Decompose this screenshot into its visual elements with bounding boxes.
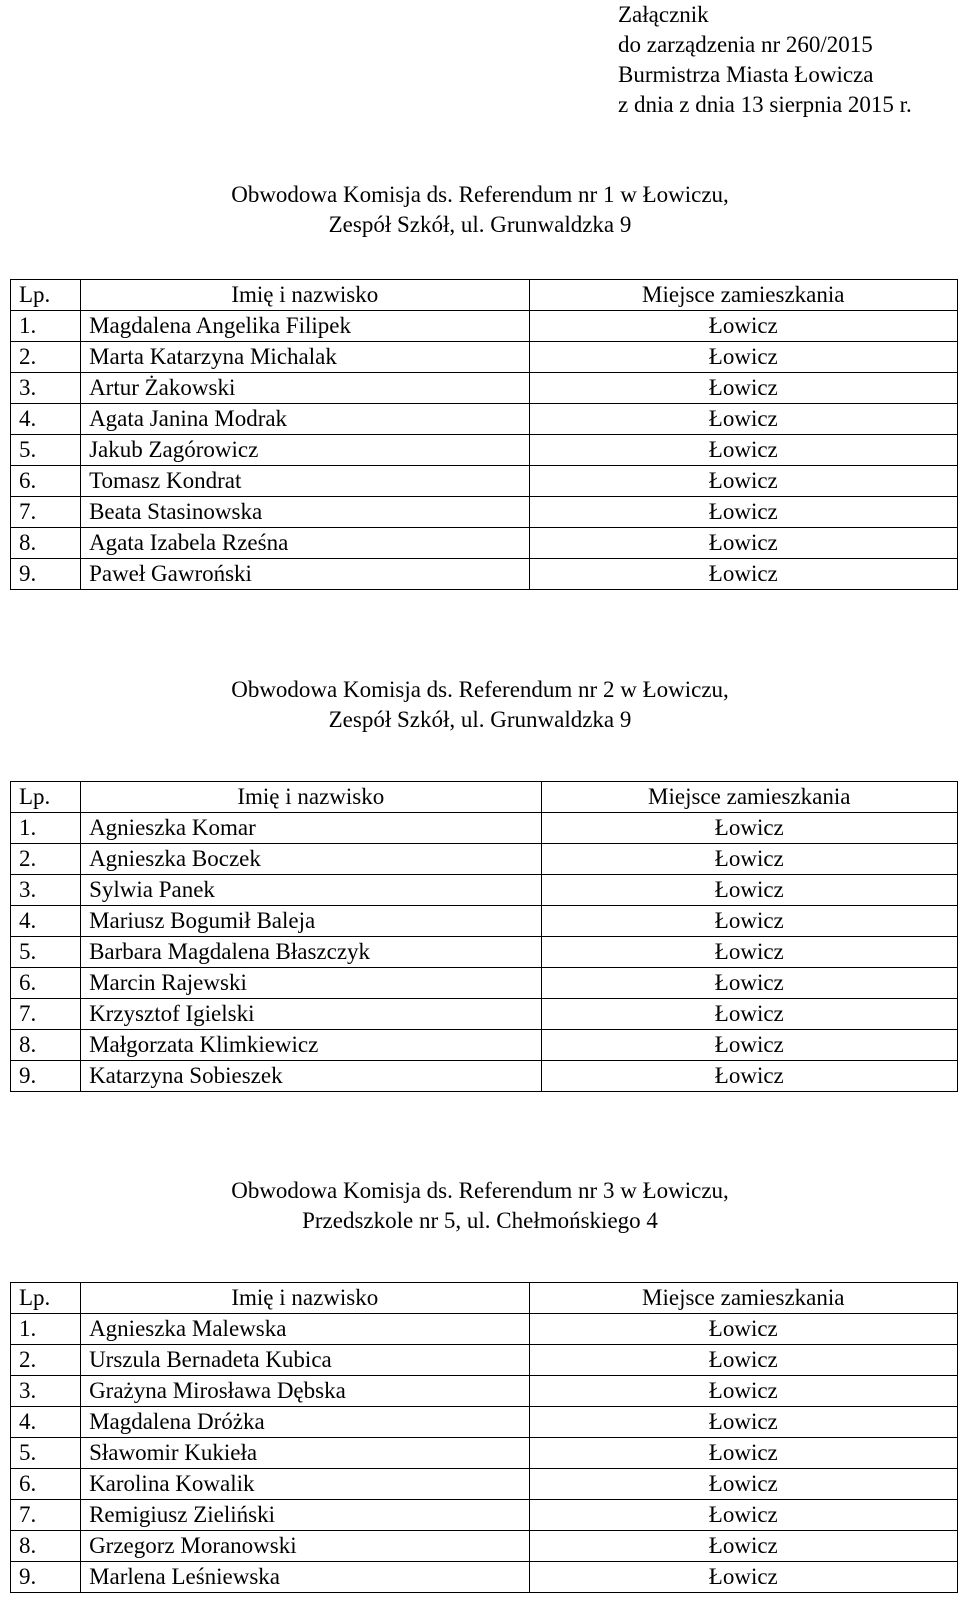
row-number: 1. <box>11 311 81 342</box>
residence-cell: Łowicz <box>541 813 957 844</box>
residence-cell: Łowicz <box>529 311 957 342</box>
member-name: Magdalena Angelika Filipek <box>81 311 529 342</box>
table-row <box>11 311 958 342</box>
residence-cell: Łowicz <box>529 1531 957 1562</box>
member-name: Remigiusz Zieliński <box>81 1500 529 1531</box>
table-row <box>11 1500 958 1531</box>
residence-cell: Łowicz <box>529 1345 957 1376</box>
section-3-subtitle: Przedszkole nr 5, ul. Chełmońskiego 4 <box>302 1208 658 1233</box>
residence-cell: Łowicz <box>529 528 957 559</box>
annex-authority: Burmistrza Miasta Łowicza <box>618 62 874 87</box>
residence-cell: Łowicz <box>529 497 957 528</box>
table-row <box>11 813 958 844</box>
table-row <box>11 373 958 404</box>
row-number: 4. <box>11 906 81 937</box>
residence-cell: Łowicz <box>529 435 957 466</box>
member-name: Agata Janina Modrak <box>81 404 529 435</box>
table-row <box>11 1061 958 1092</box>
section-2-title: Obwodowa Komisja ds. Referendum nr 2 w Łowiczu, <box>231 677 729 702</box>
committee-1-table <box>10 279 958 590</box>
residence-cell: Łowicz <box>541 937 957 968</box>
row-number: 1. <box>11 1314 81 1345</box>
table-row <box>11 1030 958 1061</box>
section-2-subtitle: Zespół Szkół, ul. Grunwaldzka 9 <box>328 707 632 732</box>
section-3-title: Obwodowa Komisja ds. Referendum nr 3 w Łowiczu, <box>231 1178 729 1203</box>
table-row <box>11 844 958 875</box>
residence-cell: Łowicz <box>529 404 957 435</box>
row-number: 2. <box>11 1345 81 1376</box>
table-row <box>11 342 958 373</box>
member-name: Karolina Kowalik <box>81 1469 529 1500</box>
member-name: Grzegorz Moranowski <box>81 1531 529 1562</box>
member-name: Sylwia Panek <box>81 875 541 906</box>
row-number: 9. <box>11 1061 81 1092</box>
annex-title: Załącznik <box>618 2 709 27</box>
member-name: Krzysztof Igielski <box>81 999 541 1030</box>
row-number: 2. <box>11 844 81 875</box>
member-name: Jakub Zagórowicz <box>81 435 529 466</box>
table-row <box>11 999 958 1030</box>
row-number: 8. <box>11 528 81 559</box>
row-number: 9. <box>11 559 81 590</box>
member-name: Małgorzata Klimkiewicz <box>81 1030 541 1061</box>
table-header-row <box>11 280 958 311</box>
residence-cell: Łowicz <box>541 999 957 1030</box>
section-1-title: Obwodowa Komisja ds. Referendum nr 1 w Łowiczu, <box>231 182 729 207</box>
table-row <box>11 1469 958 1500</box>
row-number: 1. <box>11 813 81 844</box>
residence-cell: Łowicz <box>529 1314 957 1345</box>
row-number: 2. <box>11 342 81 373</box>
residence-cell: Łowicz <box>541 1030 957 1061</box>
table-row <box>11 1376 958 1407</box>
row-number: 3. <box>11 875 81 906</box>
table-row <box>11 1407 958 1438</box>
section-2-heading <box>0 675 960 735</box>
member-name: Agnieszka Boczek <box>81 844 541 875</box>
table-row <box>11 1314 958 1345</box>
member-name: Artur Żakowski <box>81 373 529 404</box>
annex-decree: do zarządzenia nr 260/2015 <box>618 32 873 57</box>
residence-cell: Łowicz <box>529 1500 957 1531</box>
table-row <box>11 968 958 999</box>
residence-cell: Łowicz <box>529 1407 957 1438</box>
member-name: Agnieszka Komar <box>81 813 541 844</box>
table-row <box>11 906 958 937</box>
member-name: Marlena Leśniewska <box>81 1562 529 1593</box>
table-row <box>11 404 958 435</box>
table-row <box>11 875 958 906</box>
row-number: 5. <box>11 937 81 968</box>
header-lp: Lp. <box>11 782 81 813</box>
row-number: 4. <box>11 404 81 435</box>
table-header-row <box>11 782 958 813</box>
table-row <box>11 937 958 968</box>
row-number: 3. <box>11 373 81 404</box>
header-residence: Miejsce zamieszkania <box>541 782 957 813</box>
member-name: Agnieszka Malewska <box>81 1314 529 1345</box>
section-3-heading <box>0 1176 960 1236</box>
residence-cell: Łowicz <box>529 342 957 373</box>
table-row <box>11 1562 958 1593</box>
header-residence: Miejsce zamieszkania <box>529 1283 957 1314</box>
table-row <box>11 528 958 559</box>
header-name: Imię i nazwisko <box>81 280 529 311</box>
row-number: 8. <box>11 1531 81 1562</box>
member-name: Barbara Magdalena Błaszczyk <box>81 937 541 968</box>
member-name: Marta Katarzyna Michalak <box>81 342 529 373</box>
table-row <box>11 435 958 466</box>
row-number: 9. <box>11 1562 81 1593</box>
member-name: Tomasz Kondrat <box>81 466 529 497</box>
header-lp: Lp. <box>11 280 81 311</box>
row-number: 5. <box>11 435 81 466</box>
member-name: Paweł Gawroński <box>81 559 529 590</box>
residence-cell: Łowicz <box>529 373 957 404</box>
residence-cell: Łowicz <box>541 968 957 999</box>
member-name: Mariusz Bogumił Baleja <box>81 906 541 937</box>
member-name: Agata Izabela Rześna <box>81 528 529 559</box>
member-name: Marcin Rajewski <box>81 968 541 999</box>
row-number: 8. <box>11 1030 81 1061</box>
row-number: 7. <box>11 497 81 528</box>
residence-cell: Łowicz <box>529 1469 957 1500</box>
annex-header <box>618 0 912 120</box>
row-number: 5. <box>11 1438 81 1469</box>
row-number: 4. <box>11 1407 81 1438</box>
row-number: 7. <box>11 1500 81 1531</box>
header-name: Imię i nazwisko <box>81 1283 529 1314</box>
residence-cell: Łowicz <box>529 466 957 497</box>
residence-cell: Łowicz <box>529 1376 957 1407</box>
annex-date: z dnia z dnia 13 sierpnia 2015 r. <box>618 92 912 117</box>
section-1-heading <box>0 180 960 240</box>
member-name: Sławomir Kukieła <box>81 1438 529 1469</box>
table-row <box>11 1438 958 1469</box>
residence-cell: Łowicz <box>529 1438 957 1469</box>
section-1-subtitle: Zespół Szkół, ul. Grunwaldzka 9 <box>328 212 632 237</box>
table-row <box>11 466 958 497</box>
residence-cell: Łowicz <box>541 875 957 906</box>
committee-2-table <box>10 781 958 1092</box>
residence-cell: Łowicz <box>529 559 957 590</box>
table-row <box>11 1345 958 1376</box>
residence-cell: Łowicz <box>541 906 957 937</box>
row-number: 6. <box>11 968 81 999</box>
row-number: 6. <box>11 1469 81 1500</box>
member-name: Katarzyna Sobieszek <box>81 1061 541 1092</box>
residence-cell: Łowicz <box>529 1562 957 1593</box>
header-residence: Miejsce zamieszkania <box>529 280 957 311</box>
row-number: 7. <box>11 999 81 1030</box>
header-lp: Lp. <box>11 1283 81 1314</box>
row-number: 3. <box>11 1376 81 1407</box>
table-header-row <box>11 1283 958 1314</box>
residence-cell: Łowicz <box>541 1061 957 1092</box>
member-name: Magdalena Dróżka <box>81 1407 529 1438</box>
table-row <box>11 1531 958 1562</box>
member-name: Beata Stasinowska <box>81 497 529 528</box>
member-name: Grażyna Mirosława Dębska <box>81 1376 529 1407</box>
residence-cell: Łowicz <box>541 844 957 875</box>
table-row <box>11 497 958 528</box>
header-name: Imię i nazwisko <box>81 782 541 813</box>
member-name: Urszula Bernadeta Kubica <box>81 1345 529 1376</box>
table-row <box>11 559 958 590</box>
committee-3-table <box>10 1282 958 1593</box>
row-number: 6. <box>11 466 81 497</box>
